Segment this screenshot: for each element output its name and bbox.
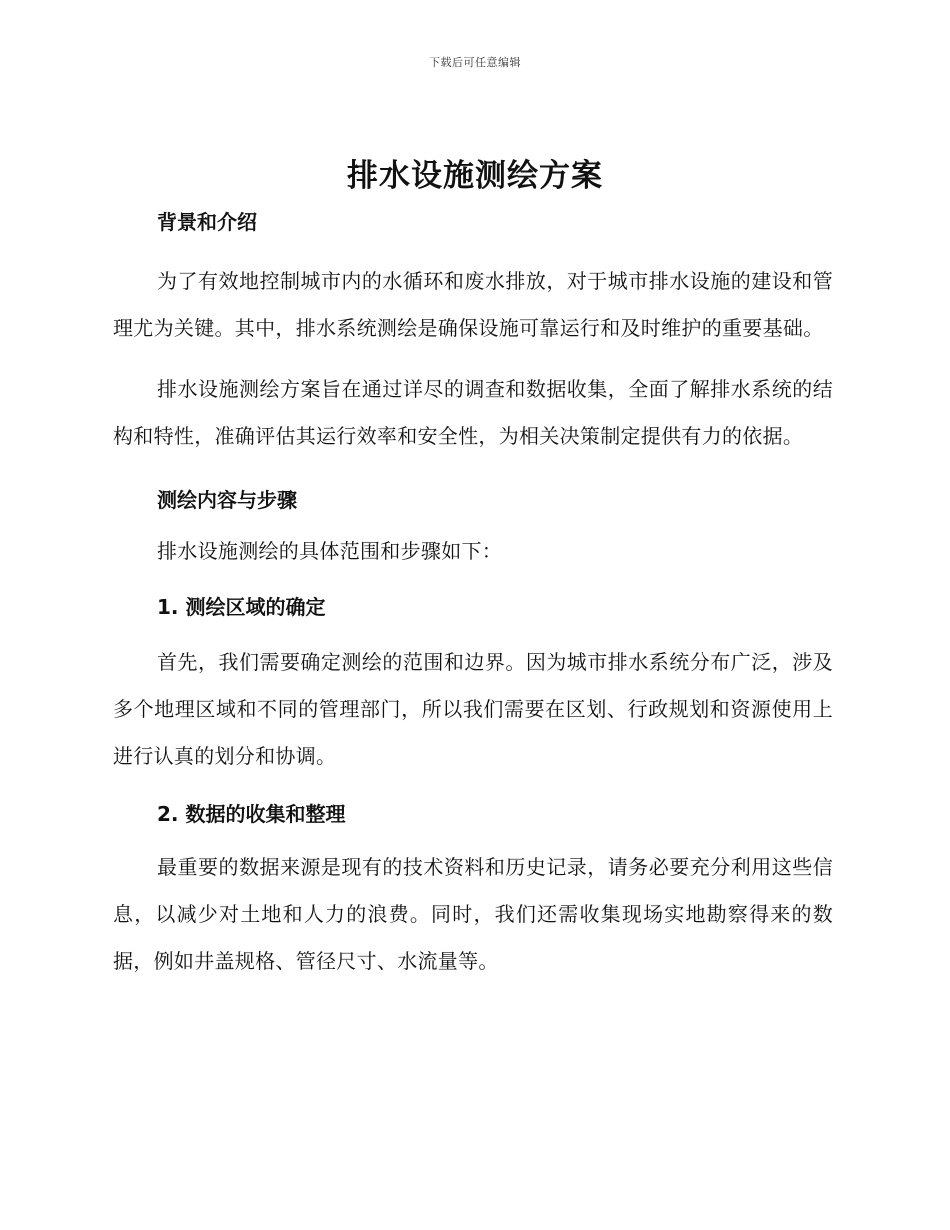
paragraph-background-1: 为了有效地控制城市内的水循环和废水排放，对于城市排水设施的建设和管理尤为关键。其中，排水系统测绘是确保设施可靠运行和及时维护的重要基础。 — [113, 269, 833, 340]
document-body — [113, 200, 833, 985]
section-heading-content-steps: 测绘内容与步骤 — [157, 488, 297, 512]
section-heading-background: 背景和介绍 — [157, 210, 257, 234]
paragraph-area: 首先，我们需要确定测绘的范围和边界。因为城市排水系统分布广泛，涉及多个地理区域和不同的管理部门，所以我们需要在区划、行政规划和资源使用上进行认真的划分和协调。 — [113, 650, 833, 768]
paragraph-background-2: 排水设施测绘方案旨在通过详尽的调查和数据收集，全面了解排水系统的结构和特性，准确评估其运行效率和安全性，为相关决策制定提供有力的依据。 — [113, 377, 833, 448]
page-header-note: 下载后可任意编辑 — [429, 56, 521, 69]
paragraph-content-steps: 排水设施测绘的具体范围和步骤如下： — [157, 539, 503, 563]
document-title: 排水设施测绘方案 — [347, 158, 603, 194]
paragraph-data-collection: 最重要的数据来源是现有的技术资料和历史记录，请务必要充分利用这些信息，以减少对土地和人力的浪费。同时，我们还需收集现场实地勘察得来的数据，例如井盖规格、管径尺寸、水流量等。 — [113, 855, 833, 973]
section-heading-data-collection: 2. 数据的收集和整理 — [157, 802, 346, 826]
section-heading-area: 1. 测绘区域的确定 — [157, 595, 326, 619]
